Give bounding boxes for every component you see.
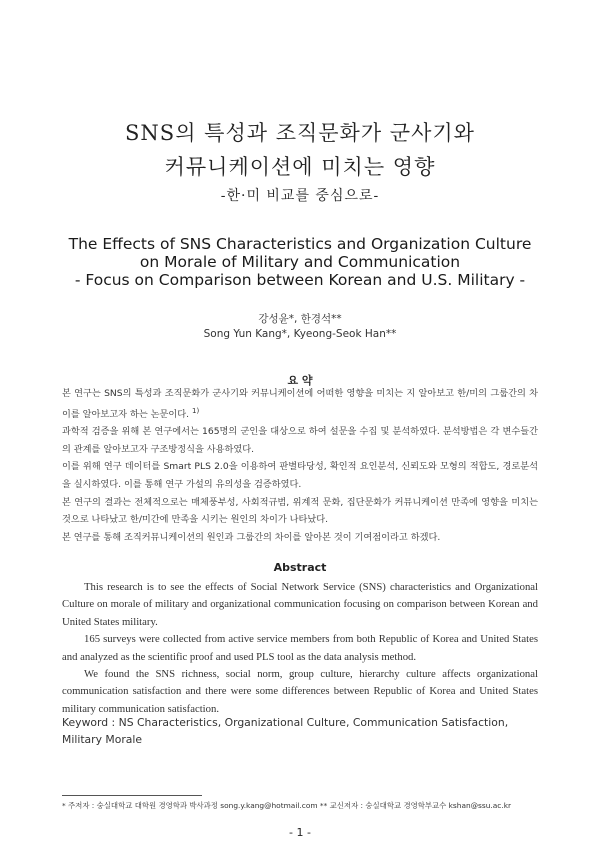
english-abstract-p2: 165 surveys were collected from active service members from both Republic of Korea and United States and analyzed as the scientific proof and used PLS tool as the data analysis method.	[62, 633, 538, 663]
korean-abstract-p1: 본 연구는 SNS의 특성과 조직문화가 군사기와 커뮤니케이션에 어떠한 영향을 미치는 지 알아보고 한/미의 그룹간의 차이를 알아보고자 하는 논문이다. $^{1)}$	[62, 388, 538, 420]
english-title-line1: The Effects of SNS Characteristics and Organization Culture	[68, 235, 532, 253]
authors-korean: 강성윤*, 한경석**	[258, 313, 342, 325]
korean-abstract-heading: 요 약	[287, 374, 313, 387]
footnote-divider	[62, 795, 202, 796]
keywords-label: Keyword	[62, 716, 109, 729]
korean-abstract-p4: 본 연구의 결과는 전체적으로는 매체풍부성, 사회적규범, 위계적 문화, 집단문화가 커뮤니케이션 만족에 영향을 미치는 것으로 나타났고 한/미간에 만족을 시키는 원인의 차이가 나타났다.	[62, 496, 538, 526]
english-abstract-p1: This research is to see the effects of Social Network Service (SNS) characteristics and Organizational Culture on morale of military and organizational communication focusing on comparison between Korean and United States military.	[62, 581, 538, 628]
english-abstract-body	[62, 579, 538, 718]
korean-abstract-p3: 이를 위해 연구 데이터를 Smart PLS 2.0을 이용하여 판별타당성, 확인적 요인분석, 신뢰도와 모형의 적합도, 경로분석을 실시하였다. 이를 통해 연구 가설의 유의성을 검증하였다.	[62, 461, 538, 491]
korean-subtitle: -한·미 비교를 중심으로-	[220, 188, 380, 204]
english-abstract-p3: We found the SNS richness, social norm, group culture, hierarchy culture affects organizational communication satisfaction and there were some differences between Republic of Korea and United States military communication satisfaction.	[62, 668, 538, 715]
keywords	[62, 714, 538, 748]
keywords-text: : NS Characteristics, Organizational Culture, Communication Satisfaction, Military Morale	[62, 716, 509, 746]
english-title-line3: - Focus on Comparison between Korean and U.S. Military -	[74, 271, 526, 289]
english-abstract-heading: Abstract	[273, 561, 327, 574]
footnote: * 주저자 : 숭실대학교 대학원 경영학과 박사과정 song.y.kang@hotmail.com ** 교신저자 : 숭실대학교 경영학부교수 kshan@ssu.ac.kr	[62, 801, 512, 810]
authors-english: Song Yun Kang*, Kyeong-Seok Han**	[203, 328, 397, 340]
korean-abstract-p5: 본 연구를 통해 조직커뮤니케이션의 원인과 그룹간의 차이를 알아본 것이 기여점이라고 하겠다.	[62, 531, 441, 543]
korean-abstract-body	[62, 385, 538, 546]
korean-abstract-p2: 과학적 검증을 위해 본 연구에서는 165명의 군인을 대상으로 하여 설문을 수집 및 분석하였다. 분석방법은 각 변수들간의 관계를 알아보고자 구조방정식을 사용하였다.	[62, 426, 538, 455]
english-title-line2: on Morale of Military and Communication	[139, 253, 461, 271]
korean-title-line1: SNS의 특성과 조직문화가 군사기와	[125, 121, 475, 145]
page-number: - 1 -	[289, 826, 311, 839]
footnote-marker: 1)	[191, 406, 200, 415]
korean-title-line2: 커뮤니케이션에 미치는 영향	[164, 155, 436, 179]
